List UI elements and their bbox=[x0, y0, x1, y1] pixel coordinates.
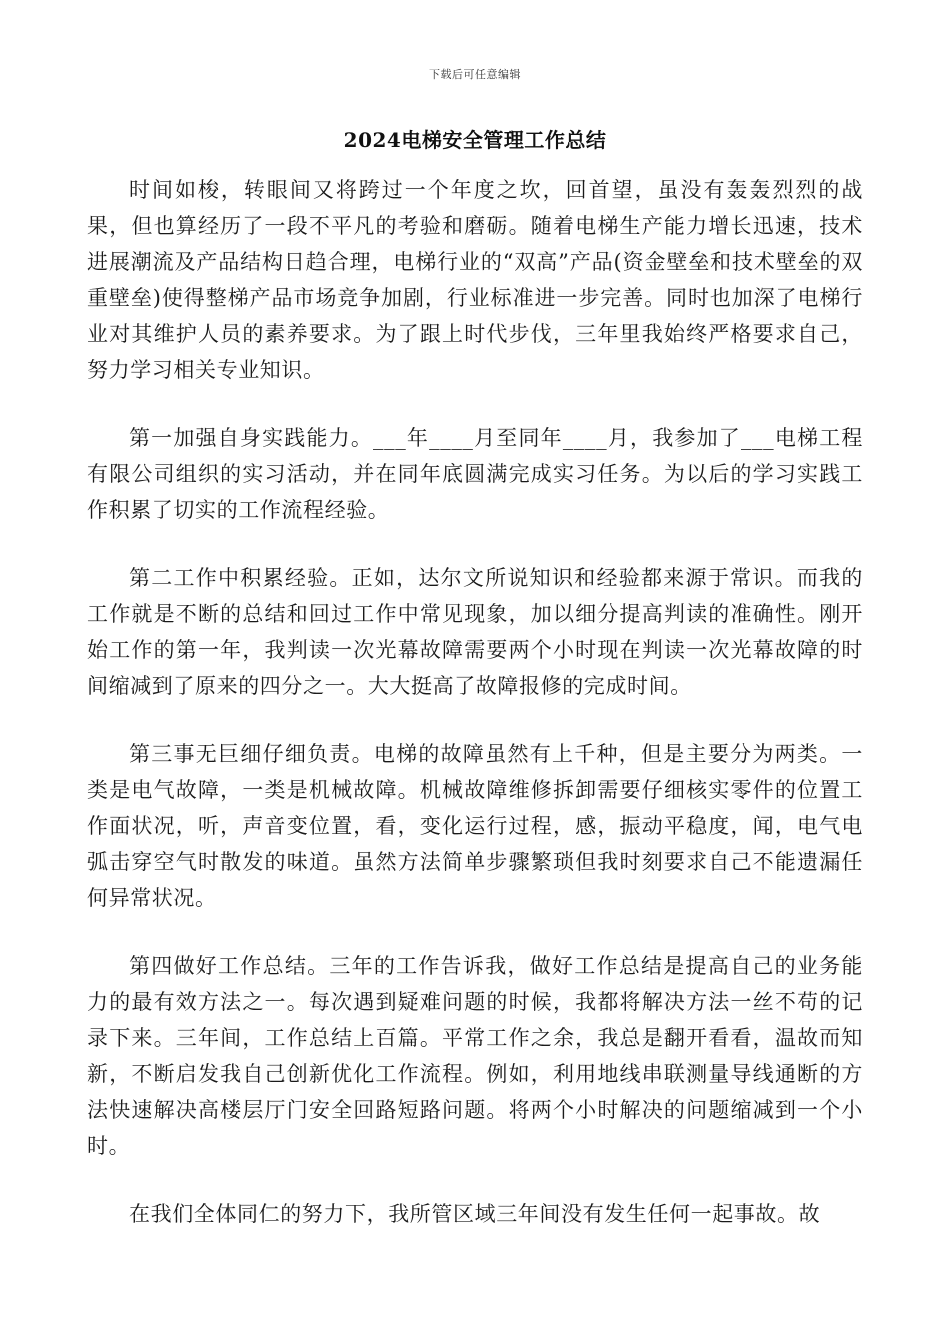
header-note: 下载后可任意编辑 bbox=[429, 68, 521, 81]
paragraph-summary: 第四做好工作总结。三年的工作告诉我，做好工作总结是提高自己的业务能力的最有效方法之一。每次遇到疑难问题的时候，我都将解决方法一丝不苟的记录下来。三年间，工作总结上百篇。平常工作之余，我总是翻开看看，温故而知新，不断启发我自己创新优化工作流程。例如，利用地线串联测量导线通断的方法快速解决高楼层厅门安全回路短路问题。将两个小时解决的问题缩减到一个小时。 bbox=[87, 954, 863, 1158]
paragraph-practice: 第一加强自身实践能力。___年____月至同年____月，我参加了___电梯工程有限公司组织的实习活动，并在同年底圆满完成实习任务。为以后的学习实践工作积累了切实的工作流程经验。 bbox=[87, 426, 863, 522]
paragraph-responsibility: 第三事无巨细仔细负责。电梯的故障虽然有上千种，但是主要分为两类。一类是电气故障，一类是机械故障。机械故障维修拆卸需要仔细核实零件的位置工作面状况，听，声音变位置，看，变化运行过程，感，振动平稳度，闻，电气电弧击穿空气时散发的味道。虽然方法简单步骤繁琐但我时刻要求自己不能遗漏任何异常状况。 bbox=[87, 742, 863, 910]
paragraph-experience: 第二工作中积累经验。正如，达尔文所说知识和经验都来源于常识。而我的工作就是不断的总结和回过工作中常见现象，加以细分提高判读的准确性。刚开始工作的第一年，我判读一次光幕故障需要两个小时现在判读一次光幕故障的时间缩减到了原来的四分之一。大大挺高了故障报修的完成时间。 bbox=[87, 566, 863, 698]
paragraph-intro: 时间如梭，转眼间又将跨过一个年度之坎，回首望，虽没有轰轰烈烈的战果，但也算经历了一段不平凡的考验和磨砺。随着电梯生产能力增长迅速，技术进展潮流及产品结构日趋合理，电梯行业的“双高”产品(资金壁垒和技术壁垒的双重壁垒)使得整梯产品市场竞争加剧，行业标准进一步完善。同时也加深了电梯行业对其维护人员的素养要求。为了跟上时代步伐，三年里我始终严格要求自己，努力学习相关专业知识。 bbox=[87, 178, 863, 382]
document-title: 2024电梯安全管理工作总结 bbox=[343, 128, 607, 152]
document-body bbox=[87, 172, 863, 1232]
paragraph-safety: 在我们全体同仁的努力下，我所管区域三年间没有发生任何一起事故。故 bbox=[129, 1202, 821, 1226]
